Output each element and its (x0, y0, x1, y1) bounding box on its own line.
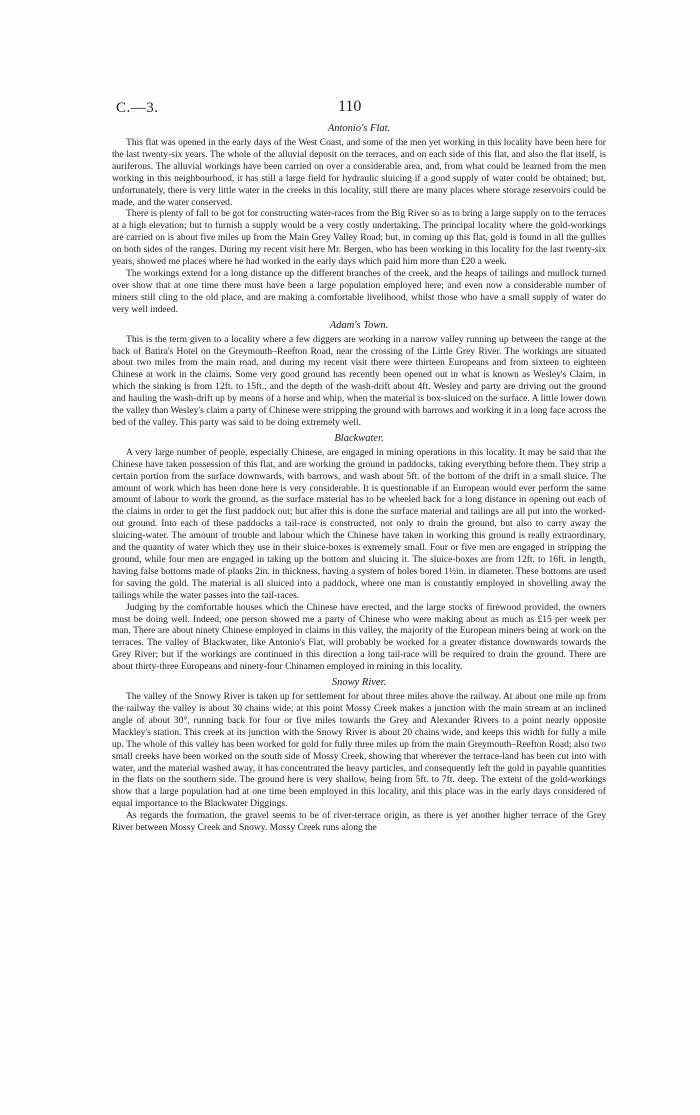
page-number: 110 (338, 98, 362, 115)
section-blackwater (112, 432, 606, 673)
paragraph: This is the term given to a locality where a few diggers are working in a narrow valley running up between the range at the back of Batira's Hotel on the Greymouth–Reefton Road, near the crossing of the Little Grey River. The workings are situated about two miles from the main road, and during my recent visit there were thirteen Europeans and from sixteen to eighteen Chinese at work in the claims. Some very good ground has recently been opened out in what is known as Wesley's Claim, in which the sinking is from 12ft. to 15ft., and the depth of the wash-drift about 4ft. Wesley and party are driving out the ground and hauling the wash-drift up by means of a horse and whip, when the material is box-sluiced on the surface. A little lower down the valley than Wesley's claim a party of Chinese were stripping the ground with barrows and working it in a long face across the bed of the valley. This party was said to be doing extremely well. (112, 333, 606, 428)
section-adams-town (112, 319, 606, 429)
paragraph: A very large number of people, especially Chinese, are engaged in mining operations in this locality. It may be said that the Chinese have taken possession of this flat, and are working the ground in paddocks, taking everything before them. They strip a certain portion from the surface downwards, with barrows, and wash about 5ft. of the bottom of the drift in a small sluice. The amount of work which has been done here is very considerable. It is questionable if an European would ever perform the same amount of labour to work the ground, as the surface material has to be wheeled back for a long distance in opening out each of the claims in order to get the first paddock out; but after this is done the surface material and tailings are all put into the worked-out ground. Into each of these paddocks a tail-race is constructed, not only to drain the ground, but also to carry away the sluicing-water. The amount of trouble and labour which the Chinese have taken in working this ground is really extraordinary, and the quantity of water which they use in their sluice-boxes is extremely small. Four or five men are engaged in stripping the ground, while four men are engaged in taking up the bottom and sluicing it. The sluice-boxes are from 12ft. to 16ft. in length, having false bottoms made of planks 2in. in thickness, having a system of holes bored 1½in. in diameter. These bottoms are used for saving the gold. The material is all sluiced into a paddock, where one man is constantly employed in shovelling away the tailings while the water passes into the tail-races. (112, 446, 606, 601)
section-heading: Blackwater. (334, 432, 384, 444)
section-heading: Antonio's Flat. (327, 123, 391, 134)
paragraph: The valley of the Snowy River is taken up for settlement for about three miles above the railway. At about one mile up from the railway the valley is about 30 chains wide; at this point Mossy Creek makes a junction with the main stream at an inclined angle of about 30°, running back for four or five miles towards the Grey and Alexander Rivers to a point nearly opposite Mackley's station. This creek at its junction with the Snowy River is about 20 chains wide, and keeps this width for fully a mile up. The whole of this valley has been worked for gold for fully three miles up from the main Greymouth–Reefton Road; also two small creeks have been worked on the south side of Mossy Creek, showing that wherever the terrace-land has been cut into with water, and the material washed away, it has concentrated the heavy particles, and consequently left the gold in payable quantities in the flats on the southern side. The ground here is very shallow, being from 5ft. to 7ft. deep. The extent of the gold-workings show that a large population had at one time been employed in this locality, and this place was in the early days considered of equal importance to the Blackwater Diggings. (112, 691, 606, 810)
section-heading: Snowy River. (331, 677, 387, 689)
paragraph: There is plenty of fall to be got for constructing water-races from the Big River so as to bring a large supply on to the terraces at a high elevation; but to furnish a supply would be a very costly undertaking. The principal locality where the gold-workings are carried on is about five miles up from the Main Grey Valley Road; but, in coming up this flat, gold is found in all the gullies on both sides of the ranges. During my recent visit here Mr. Bergen, who has been working in this locality for the last twenty-six years, showed me places where he had worked in the early days which paid him more than £20 a week. (112, 208, 606, 268)
paragraph: The workings extend for a long distance up the different branches of the creek, and the heaps of tailings and mullock turned over show that at one time there must have been a large population employed here; and even now a considerable number of miners still cling to the old place, and are making a comfortable livelihood, whilst those who have a small supply of water do very well indeed. (112, 267, 606, 315)
section-heading: Adam's Town. (329, 319, 389, 331)
paragraph: This flat was opened in the early days of the West Coast, and some of the men yet working in this locality have been here for the last twenty-six years. The whole of the alluvial deposit on the terraces, and on each side of this flat, and also the flat itself, is auriferous. The alluvial workings have been carried on over a considerable area, and, from what could be learned from the men working in this neighbourhood, it has still a large field for hydraulic sluicing if a good supply of water could be obtained; but, unfortunately, there is very little water in the creeks in this locality, still there are many places where storage reservoirs could be made, and the water conserved. (112, 137, 606, 208)
section-snowy-river (112, 676, 606, 834)
paragraph: As regards the formation, the gravel seems to be of river-terrace origin, as there is yet another higher terrace of the Grey River between Mossy Creek and Snowy. Mossy Creek runs along the (112, 810, 606, 834)
document-body (112, 122, 606, 834)
section-antonios-flat (112, 122, 606, 316)
report-reference: C.—3. (116, 100, 159, 116)
paragraph: Judging by the comfortable houses which the Chinese have erected, and the large stocks of firewood provided, the owners must be doing well. Indeed, one person showed me a party of Chinese who were making about as much as £15 per week per man. There are about ninety Chinese employed in claims in this valley, the majority of the European miners being at work on the terraces. The valley of Blackwater, like Antonio's Flat, will probably be worked for a greater distance downwards towards the Grey River; but if the workings are continued in this direction a long tail-race will be required to drain the ground. There are about thirty-three Europeans and ninety-four Chinamen employed in mining in this locality. (112, 601, 606, 673)
